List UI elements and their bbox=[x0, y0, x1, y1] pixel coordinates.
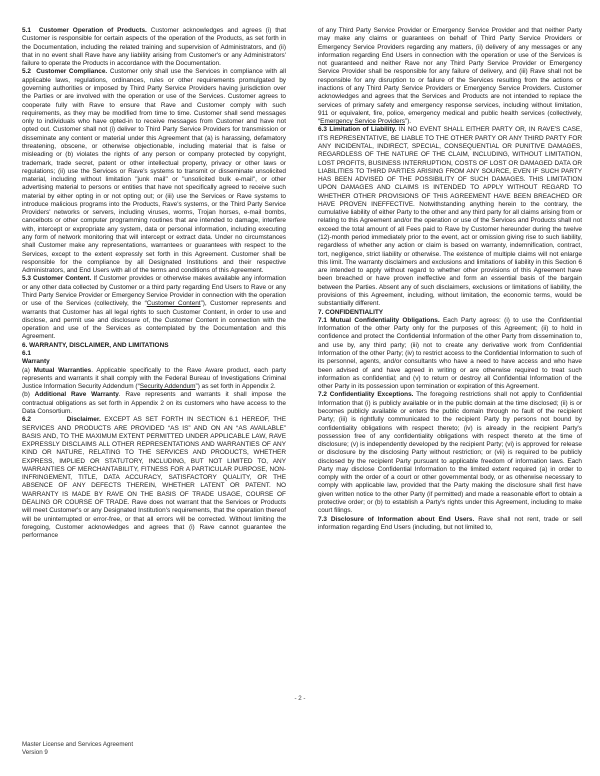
section-6-3 bbox=[318, 126, 582, 308]
section-7-2 bbox=[318, 391, 582, 515]
section-6-1-b bbox=[22, 391, 286, 416]
defined-term: Security Addendum bbox=[139, 383, 196, 391]
section-title: 7.3 Disclosure of Information about End Users. bbox=[318, 515, 475, 523]
section-6-1-number: 6.1 bbox=[22, 349, 31, 357]
section-number: 5.2 bbox=[22, 68, 31, 76]
section-body: The foregoing restrictions shall not apply to Confidential Information that (i) is publicly available or in the public domain at the time disclosed; (ii) is or becomes publicly available or enters the public domain through no fault of the recipient Party; (iii) is rightfully communicated to the recipient Party by persons not bound by confidentiality obligations with respect thereto; (iv) is already in the recipient Party's possession free of any confidentiality obligations with respect thereto at the time of disclosure; (v) is independently developed by the recipient Party; (vi) is approved for release or disclosure by the disclosing Party without restriction; or (vii) is required to be publicly disclosed by the recipient Party pursuant to applicable freedom of information laws. Each Party may disclose Confidential Information to the limited extent required (a) in order to comply with the order of a court or other governmental body, or as otherwise necessary to comply with applicable law, provided that the Party making the disclosure shall first have given written notice to the other Party (if permitted) and made a reasonable effort to obtain a protective order; or (b) to establish a Party's rights under this Agreement, including to make court filings. bbox=[318, 391, 582, 515]
section-body: ”), Customer represents and warrants that Customer has all legal rights to such Customer Content, in order to use and disclose, and permit use and disclosure of, the Customer Content in connection with the operation and use of the Services as contemplated by the Documentation and this Agreement. bbox=[22, 300, 286, 341]
page-number: - 2 - bbox=[294, 695, 306, 702]
section-body: ”). bbox=[404, 118, 412, 126]
section-5-2 bbox=[22, 68, 286, 275]
page-footer bbox=[22, 741, 133, 757]
section-title: 7.2 Confidentiality Exceptions. bbox=[318, 391, 414, 399]
section-5-1 bbox=[22, 27, 286, 68]
section-body: IN NO EVENT SHALL EITHER PARTY OR, IN RAVE'S CASE, ITS REPRESENTATIVE, BE LIABLE TO THE OTHER PARTY OR ANY THIRD PARTY FOR ANY INCIDENTAL, INDIRECT, SPECIAL, CONSEQUENTIAL OR PUNITIVE DAMAGES, REGARDLESS OF THE NATURE OF THE CLAIM, INCLUDING, WITHOUT LIMITATION, LOST PROFITS, BUSINESS INTERRUPTION, COSTS OF LOST OR DAMAGED DATA OR LIABILITIES TO THIRD PARTIES ARISING FROM ANY SOURCE, EVEN IF SUCH PARTY HAS BEEN ADVISED OF THE POSSIBILITY OF SUCH DAMAGES. THIS LIMITATION UPON DAMAGES AND CLAIMS IS INTENDED TO APPLY WITHOUT REGARD TO WHETHER OTHER PROVISIONS OF THIS AGREEMENT HAVE BEEN BREACHED OR HAVE PROVEN INEFFECTIVE. Notwithstanding anything herein to the contrary, the cumulative liability of either Party to the other and any third party for all claims arising from or relating to this Agreement and/or the operation or use of the Services and Products shall not exceed the total amount of all Fees paid to Rave by Customer hereunder during the twelve (12)-month period immediately prior to the event, act or omission giving rise to such liability, regardless of whether any action or claim is based on warranty, indemnification, contract, tort, negligence, strict liability or otherwise. The existence of multiple claims will not enlarge this limit. The warranty disclaimers and exclusions and limitations of liability in this Section 6 are intended to apply without regard to whether other provisions of this Agreement have been breached or have proven ineffective and form an essential basis of the bargain between the Parties. Absent any of such disclaimers, exclusions or limitations of liability, the provisions of this Agreement, including, without limitation, the economic terms, would be substantially different. bbox=[318, 126, 582, 308]
footer-version: Version 9 bbox=[22, 749, 48, 756]
section-body: Rave shall not rent, trade or sell information regarding End Users (including, but not limited to, bbox=[318, 515, 582, 531]
clause-body: ”) as set forth in Appendix 2. bbox=[195, 383, 276, 391]
section-5-3 bbox=[22, 275, 286, 341]
section-title: Customer Compliance. bbox=[36, 68, 108, 76]
section-6-1-a bbox=[22, 367, 286, 392]
clause-title: Additional Rave Warranty bbox=[34, 391, 119, 399]
section-title: Customer Operation of Products. bbox=[38, 27, 147, 34]
section-number: 6.2 bbox=[22, 416, 31, 424]
section-6-2 bbox=[22, 416, 286, 540]
section-title: 6.3 Limitation of Liability. bbox=[318, 126, 397, 134]
defined-term: Emergency Service Providers bbox=[320, 118, 405, 126]
section-body: If Customer provides or otherwise makes available any information or any other data collected by Customer or a third party regarding End Users to Rave or any Third Party Service Provider or Emergency Service Provider in connection with the operation or use of the Services (collectively, the “ bbox=[22, 275, 286, 308]
clause-prefix: (a) bbox=[22, 366, 34, 374]
section-title: Disclaimer. bbox=[66, 416, 101, 424]
section-7-3 bbox=[318, 516, 582, 533]
defined-term: Customer Content bbox=[146, 300, 201, 308]
clause-prefix: (b) bbox=[22, 391, 35, 399]
section-6-2-continued bbox=[318, 27, 582, 126]
section-title: 7.1 Mutual Confidentiality Obligations. bbox=[318, 316, 440, 324]
clause-body: . Rave represents and warrants it shall impose the contractual obligations as set forth in Appendix 2 on its customers who have access to the Data Consortium. bbox=[22, 391, 287, 415]
section-6-heading: 6. WARRANTY, DISCLAIMER, AND LIMITATIONS bbox=[22, 341, 169, 349]
clause-title: Mutual Warranties bbox=[33, 366, 92, 374]
right-column bbox=[318, 27, 582, 687]
section-body: Each Party agrees: (i) to use the Confidential Information of the other Party only for the purposes of this Agreement; (ii) to hold in confidence and protect the Confidential Information of the other Party from dissemination to, and use by, any third party; (iii) not to create any derivative work from Confidential Information of the other Party; (iv) to restrict access to the Confidential Information to such of its personnel, agents, and/or consultants who have a need to have access and who have been advised of and have agreed in writing or are otherwise required to treat such information as confidential; and (v) to return or destroy all Confidential Information of the other Party in its possession upon termination or expiration of this Agreement. bbox=[318, 316, 582, 391]
section-number: 5.1 bbox=[22, 27, 31, 34]
two-column-body bbox=[22, 27, 582, 687]
section-body: EXCEPT AS SET FORTH IN SECTION 6.1 HEREOF, THE SERVICES AND PRODUCTS ARE PROVIDED “AS IS” AND ON AN “AS AVAILABLE” BASIS AND, TO THE MAXIMUM EXTENT PERMITTED UNDER APPLICABLE LAW, RAVE EXPRESSLY DISCLAIMS ALL OTHER REPRESENTATIONS AND WARRANTIES OF ANY KIND OR NATURE, RELATING TO THE SERVICES AND PRODUCTS, WHETHER EXPRESS, IMPLIED OR STATUTORY, INCLUDING, BUT NOT LIMITED TO, ANY WARRANTIES OF MERCHANTABILITY, FITNESS FOR A PARTICULAR PURPOSE, NON-INFRINGEMENT, TITLE, DATA ACCURACY, SATISFACTORY QUALITY, OR THE ABSENCE OF ANY DEFECTS THEREIN, WHETHER LATENT OR PATENT. NO WARRANTY IS MADE BY RAVE ON THE BASIS OF TRADE USAGE, COURSE OF DEALING OR COURSE OF TRADE. Rave does not warrant that the Services or Products will meet Customer's or any Designated Institution's requirements, that the operation thereof will be uninterrupted or error-free, or that all errors will be corrected. Without limiting the foregoing, Customer acknowledges and agrees that (i) Rave cannot guarantee the performance bbox=[22, 416, 286, 540]
left-column bbox=[22, 27, 286, 687]
footer-document-title: Master License and Services Agreement bbox=[22, 741, 134, 748]
clause-body: . Applicable specifically to the Rave Aware product, each party represents and warrants it shall comply with the Federal Bureau of Investigations Criminal Justice Information Security Addendum (“ bbox=[22, 366, 287, 391]
section-title: 5.3 Customer Content. bbox=[22, 275, 92, 283]
section-body: of any Third Party Service Provider or Emergency Service Provider and that neither Party may make any claims or guarantees on behalf of Third Party Service Providers or Emergency Service Providers regarding any matters, (ii) delivery of any messages or any information regarding End Users in connection with the operation or use of the Services is not guaranteed and neither Rave nor any Third Party Service Provider or Emergency Service Provider shall be responsible for any failure of delivery, and (iii) Rave shall not be responsible for any disruption to or failure of the Services resulting from the actions or inactions of any Third Party Service Providers or Emergency Service Providers. Customer acknowledges and agrees that the Services and Products are not intended to replace the services of primary safety and emergency response services, including without limitation, 911 or equivalent, fire, police, emergency medical and public health services (collectively, “ bbox=[318, 27, 582, 126]
section-7-1 bbox=[318, 317, 582, 392]
section-body: Customer only shall use the Services in compliance with all applicable laws, regulations, ordinances, rules or other requirements promulgated by governing authorities or imposed by Third Party Service Providers having jurisdiction over the Parties or are involved with the operation or use of the Services. Customer agrees to cooperate fully with Rave to ensure that Rave and Customer comply with such requirements, as they may be modified from time to time. Customer shall send messages only to individuals who have opted-in to receive messages from Customer and have not opted out. Customer shall not (i) deliver to Third Party Service Providers for transmission or disseminate any content or material under this Agreement that (a) is harassing, defamatory threatening, obscene, or otherwise objectionable, including material that is false or misleading or (b) violates the rights of any person or company protected by copyright, trademark, trade secret, patent or other intellectual property, privacy or other laws or regulations; (ii) use the Services or Rave's systems to transmit or disseminate unsolicited material, including without limitation "junk mail" or "unsolicited bulk e-mail", or other advertising material to persons or entities that have not specifically agreed to receive such material by either opting in or not opting out; or (iii) use the Services or Rave systems to introduce malicious programs into the Products, Rave's systems, or the Third Party Service Providers' networks or servers, including viruses, worms, Trojan horses, e-mail bombs, cancelbots or other computer programming routines that are intended to damage, interfere with, intercept or expropriate any system, data or personal information, including executing any form of network monitoring that will intercept or extract data. Under no circumstances shall Customer make any representations, warrantees or guarantees with respect to the Services, except to the extent expressly set forth in this Agreement. Customer shall be responsible for the compliance by all Designated Institutions and their respective Administrators, and End Users with all of the terms and conditions of this Agreement. bbox=[22, 68, 286, 275]
section-6-1-title: Warranty bbox=[22, 358, 50, 366]
section-7-heading: 7. CONFIDENTIALITY bbox=[318, 308, 384, 316]
section-body: Customer acknowledges and agrees (i) that Customer is responsible for certain aspects of the operation of the Products, as set forth in the Documentation, including the related training and supervision of Administrators, and (ii) that in no event shall Rave have any liability arising from Customer's or any Administrators' failure to operate the Products in accordance with the Documentation. bbox=[22, 27, 287, 68]
